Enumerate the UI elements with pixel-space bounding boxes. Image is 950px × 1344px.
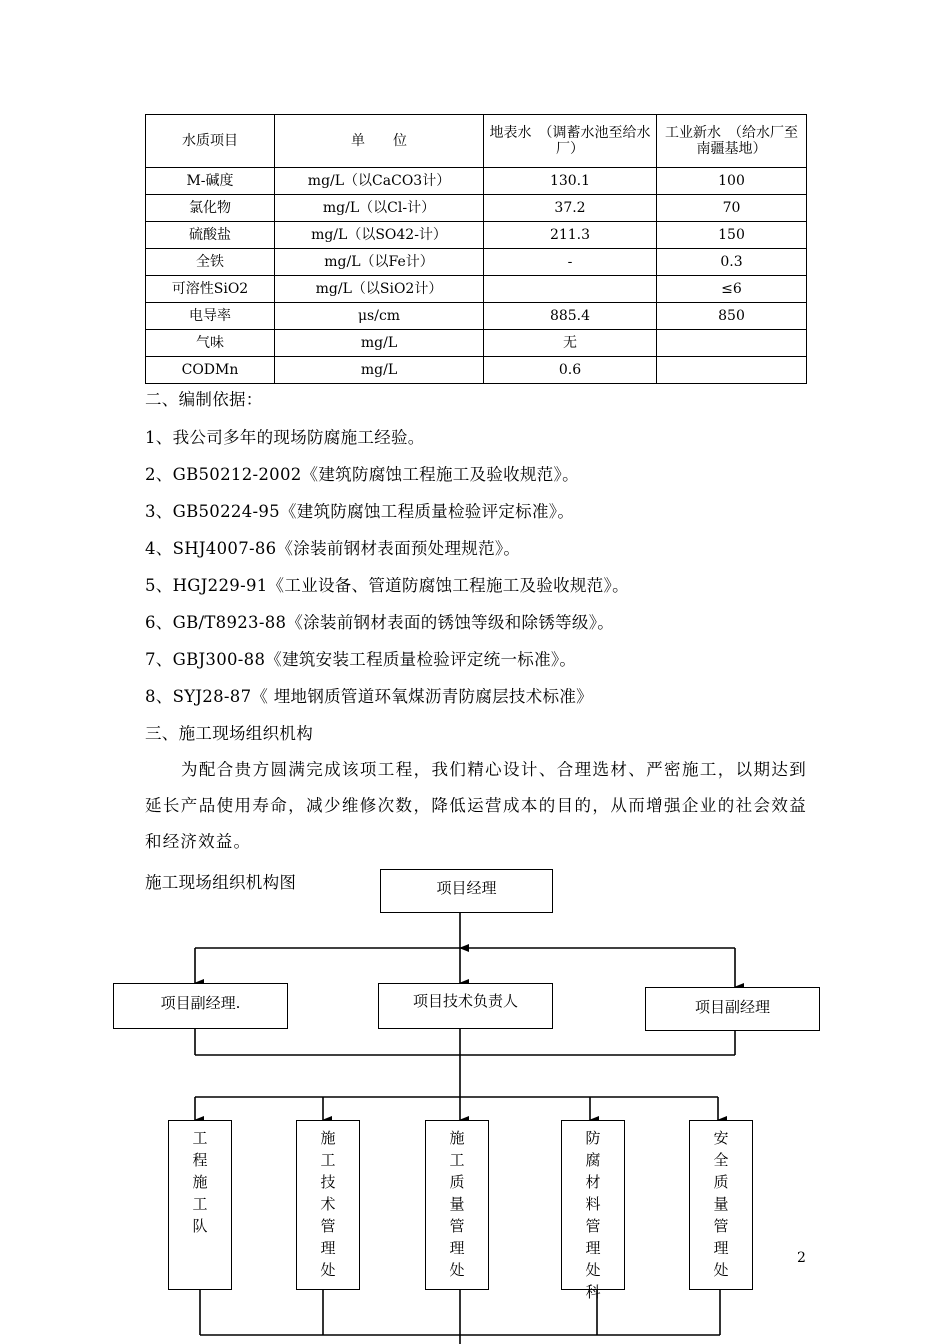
reference-item: 2、GB50212-2002《建筑防腐蚀工程施工及验收规范》。 (145, 465, 579, 484)
section-heading: 三、施工现场组织机构 (145, 724, 313, 743)
org-dept-tech-management (296, 1120, 360, 1290)
table-cell: 0.6 (484, 357, 657, 384)
intro-paragraph: 为配合贵方圆满完成该项工程，我们精心设计、合理选材、严密施工，以期达到延长产品使用寿命，减少维修次数，降低运营成本的目的，从而增强企业的社会效益和经济效益。 (145, 760, 807, 851)
table-cell: 37.2 (484, 195, 657, 222)
dept-char: 科 (585, 1283, 601, 1301)
table-header-cell: 水质项目 (146, 115, 275, 168)
table-cell: 150 (657, 222, 807, 249)
org-dept-construction-team (168, 1120, 232, 1290)
dept-char: 工 (320, 1151, 336, 1169)
dept-char: 术 (320, 1195, 336, 1213)
dept-char: 质 (713, 1173, 729, 1191)
dept-char: 理 (320, 1239, 336, 1257)
dept-char: 腐 (585, 1151, 601, 1169)
table-cell: 氯化物 (146, 195, 275, 222)
dept-char: 防 (585, 1129, 601, 1147)
table-cell: 211.3 (484, 222, 657, 249)
reference-item: 8、SYJ28-87《 埋地钢质管道环氧煤沥青防腐层技术标准》 (145, 687, 593, 706)
org-dept-quality-management (425, 1120, 489, 1290)
dept-char: 施 (192, 1173, 208, 1191)
reference-item: 3、GB50224-95《建筑防腐蚀工程质量检验评定标准》。 (145, 502, 575, 521)
table-cell: 100 (657, 168, 807, 195)
table-cell: ≤6 (657, 276, 807, 303)
table-cell: mg/L（以CaCO3计） (275, 168, 484, 195)
dept-char: 处 (449, 1261, 465, 1279)
table-cell: 电导率 (146, 303, 275, 330)
dept-char: 程 (192, 1151, 208, 1169)
table-cell: mg/L (275, 330, 484, 357)
table-cell: 可溶性SiO2 (146, 276, 275, 303)
table-header-cell: 工业新水 （给水厂至南疆基地） (657, 115, 807, 168)
table-header-cell: 单 位 (275, 115, 484, 168)
reference-item: 1、我公司多年的现场防腐施工经验。 (145, 428, 425, 447)
dept-char: 理 (449, 1239, 465, 1257)
reference-item: 4、SHJ4007-86《涂装前钢材表面预处理规范》。 (145, 539, 521, 558)
org-box-deputy-manager-left: 项目副经理. (113, 983, 288, 1029)
table-cell: 0.3 (657, 249, 807, 276)
table-header-cell: 地表水 （调蓄水池至给水厂） (484, 115, 657, 168)
dept-char: 全 (713, 1151, 729, 1169)
table-cell: - (484, 249, 657, 276)
table-cell: 885.4 (484, 303, 657, 330)
org-box-deputy-manager-right: 项目副经理 (645, 987, 820, 1031)
table-cell: 70 (657, 195, 807, 222)
table-cell: mg/L（以Cl-计） (275, 195, 484, 222)
reference-item: 6、GB/T8923-88《涂装前钢材表面的锈蚀等级和除锈等级》。 (145, 613, 615, 632)
table-cell: μs/cm (275, 303, 484, 330)
dept-char: 管 (449, 1217, 465, 1235)
org-chart-title: 施工现场组织机构图 (145, 873, 297, 892)
dept-char: 理 (585, 1239, 601, 1257)
table-cell: 130.1 (484, 168, 657, 195)
dept-char: 施 (320, 1129, 336, 1147)
dept-char: 质 (449, 1173, 465, 1191)
dept-char: 管 (585, 1217, 601, 1235)
table-cell: 无 (484, 330, 657, 357)
table-cell: 硫酸盐 (146, 222, 275, 249)
dept-char: 材 (585, 1173, 601, 1191)
dept-char: 队 (192, 1217, 208, 1235)
dept-char: 管 (713, 1217, 729, 1235)
dept-char: 处 (585, 1261, 601, 1279)
reference-item: 7、GBJ300-88《建筑安装工程质量检验评定统一标准》。 (145, 650, 577, 669)
dept-char: 管 (320, 1217, 336, 1235)
dept-char: 工 (192, 1129, 208, 1147)
dept-char: 量 (449, 1195, 465, 1213)
dept-char: 量 (713, 1195, 729, 1213)
org-dept-safety-quality (689, 1120, 753, 1290)
table-cell: M-碱度 (146, 168, 275, 195)
dept-char: 理 (713, 1239, 729, 1257)
section-heading: 二、编制依据： (145, 390, 263, 409)
dept-char: 施 (449, 1129, 465, 1147)
org-box-project-manager: 项目经理 (380, 869, 553, 913)
dept-char: 安 (713, 1129, 729, 1147)
table-cell: 气味 (146, 330, 275, 357)
table-cell: mg/L（以Fe计） (275, 249, 484, 276)
reference-item: 5、HGJ229-91《工业设备、管道防腐蚀工程施工及验收规范》。 (145, 576, 629, 595)
org-dept-material-management (561, 1120, 625, 1301)
dept-char: 料 (585, 1195, 601, 1213)
page-number: 2 (797, 1250, 806, 1266)
dept-char: 工 (192, 1195, 208, 1213)
table-cell: mg/L（以SiO2计） (275, 276, 484, 303)
table-cell: 全铁 (146, 249, 275, 276)
table-cell: 850 (657, 303, 807, 330)
table-cell: CODMn (146, 357, 275, 384)
table-cell: mg/L (275, 357, 484, 384)
org-box-technical-lead: 项目技术负责人 (378, 983, 553, 1029)
dept-char: 处 (320, 1261, 336, 1279)
dept-char: 处 (713, 1261, 729, 1279)
dept-char: 技 (320, 1173, 336, 1191)
dept-char: 工 (449, 1151, 465, 1169)
table-cell: mg/L（以SO42-计） (275, 222, 484, 249)
